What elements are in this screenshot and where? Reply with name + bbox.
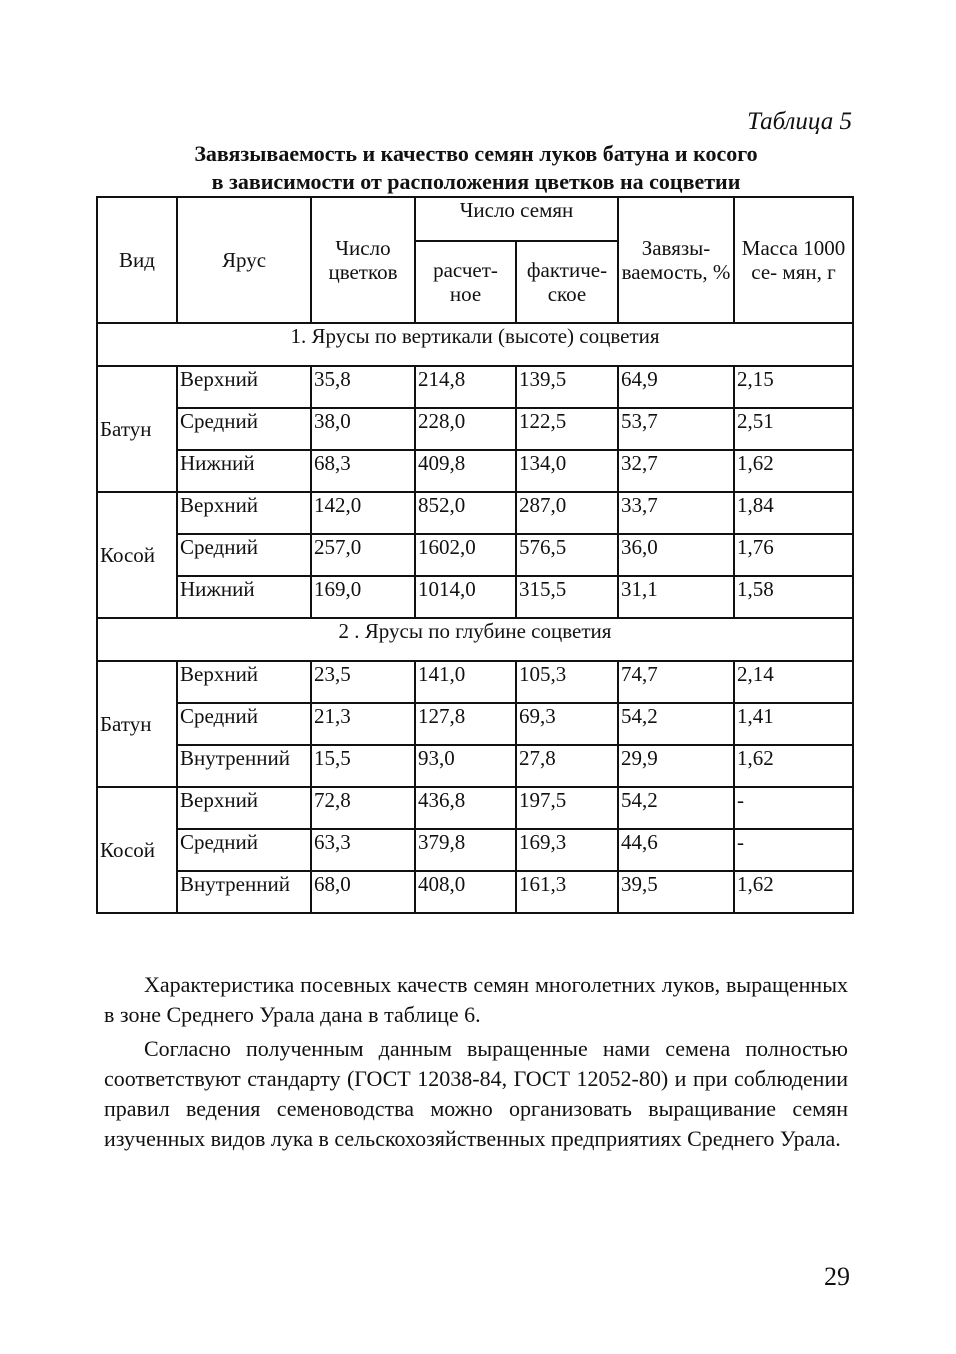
value-cell: 36,0: [618, 534, 734, 576]
table-title-line-2: в зависимости от расположения цветков на соцветии: [211, 169, 741, 194]
value-cell: 142,0: [311, 492, 415, 534]
table-title-line-1: Завязываемость и качество семян луков батуна и косого: [194, 141, 758, 166]
table-caption: Таблица 5: [747, 108, 852, 135]
tier-cell: Нижний: [177, 576, 311, 618]
value-cell: 72,8: [311, 787, 415, 829]
value-cell: 1,62: [734, 871, 853, 913]
table-row: [97, 534, 853, 576]
value-cell: 27,8: [516, 745, 618, 787]
species-cell: Косой: [97, 492, 177, 618]
value-cell: 408,0: [415, 871, 516, 913]
value-cell: 1,62: [734, 745, 853, 787]
header-raschetnoe: расчет- ное: [415, 241, 516, 323]
value-cell: 21,3: [311, 703, 415, 745]
value-cell: 33,7: [618, 492, 734, 534]
value-cell: 23,5: [311, 661, 415, 703]
value-cell: 2,51: [734, 408, 853, 450]
value-cell: 169,0: [311, 576, 415, 618]
value-cell: 68,3: [311, 450, 415, 492]
value-cell: 1,58: [734, 576, 853, 618]
tier-cell: Внутренний: [177, 871, 311, 913]
value-cell: 315,5: [516, 576, 618, 618]
value-cell: 257,0: [311, 534, 415, 576]
section-title: 1. Ярусы по вертикали (высоте) соцветия: [97, 323, 853, 366]
header-yarus: Ярус: [177, 197, 311, 323]
value-cell: 54,2: [618, 703, 734, 745]
table-row: [97, 829, 853, 871]
table-row: [97, 408, 853, 450]
page-number: 29: [824, 1262, 850, 1291]
value-cell: 161,3: [516, 871, 618, 913]
value-cell: -: [734, 787, 853, 829]
value-cell: -: [734, 829, 853, 871]
value-cell: 409,8: [415, 450, 516, 492]
tier-cell: Внутренний: [177, 745, 311, 787]
value-cell: 32,7: [618, 450, 734, 492]
table-row: [97, 871, 853, 913]
value-cell: 436,8: [415, 787, 516, 829]
table-row: [97, 661, 853, 703]
header-chislo-cvetkov: Число цветков: [311, 197, 415, 323]
value-cell: 64,9: [618, 366, 734, 408]
tier-cell: Верхний: [177, 787, 311, 829]
value-cell: 214,8: [415, 366, 516, 408]
value-cell: 141,0: [415, 661, 516, 703]
value-cell: 1602,0: [415, 534, 516, 576]
species-cell: Батун: [97, 661, 177, 787]
value-cell: 54,2: [618, 787, 734, 829]
value-cell: 287,0: [516, 492, 618, 534]
seed-quality-table: [96, 196, 854, 914]
header-vid: Вид: [97, 197, 177, 323]
table-row: [97, 450, 853, 492]
tier-cell: Средний: [177, 829, 311, 871]
tier-cell: Нижний: [177, 450, 311, 492]
paragraph-2: Согласно полученным данным выращенные нами семена полностью соответствуют стандарту (ГОСТ 12038-84, ГОСТ 12052-80) и при соблюдении правил ведения семеноводства можно организовать выращивание семян изученных видов лука в сельскохозяйственных предприятиях Среднего Урала.: [104, 1036, 848, 1151]
tier-cell: Средний: [177, 534, 311, 576]
section-row: [97, 618, 853, 661]
table-row: [97, 576, 853, 618]
value-cell: 63,3: [311, 829, 415, 871]
value-cell: 44,6: [618, 829, 734, 871]
table-body: [97, 323, 853, 913]
value-cell: 1014,0: [415, 576, 516, 618]
value-cell: 35,8: [311, 366, 415, 408]
section-title: 2 . Ярусы по глубине соцветия: [97, 618, 853, 661]
value-cell: 127,8: [415, 703, 516, 745]
value-cell: 53,7: [618, 408, 734, 450]
value-cell: 1,76: [734, 534, 853, 576]
value-cell: 93,0: [415, 745, 516, 787]
paragraph-1: Характеристика посевных качеств семян многолетних луков, выращенных в зоне Среднего Урала дана в таблице 6.: [104, 972, 848, 1027]
species-cell: Косой: [97, 787, 177, 913]
value-cell: 134,0: [516, 450, 618, 492]
tier-cell: Верхний: [177, 492, 311, 534]
value-cell: 29,9: [618, 745, 734, 787]
value-cell: 1,41: [734, 703, 853, 745]
value-cell: 852,0: [415, 492, 516, 534]
value-cell: 576,5: [516, 534, 618, 576]
table-row: [97, 787, 853, 829]
header-massa: Масса 1000 се- мян, г: [734, 197, 853, 323]
header-zavyazyvaemost: Завязы- ваемость, %: [618, 197, 734, 323]
value-cell: 122,5: [516, 408, 618, 450]
tier-cell: Средний: [177, 703, 311, 745]
value-cell: 69,3: [516, 703, 618, 745]
value-cell: 139,5: [516, 366, 618, 408]
value-cell: 379,8: [415, 829, 516, 871]
value-cell: 2,15: [734, 366, 853, 408]
value-cell: 68,0: [311, 871, 415, 913]
value-cell: 228,0: [415, 408, 516, 450]
value-cell: 105,3: [516, 661, 618, 703]
table-row: [97, 745, 853, 787]
table-row: [97, 703, 853, 745]
value-cell: 1,84: [734, 492, 853, 534]
value-cell: 38,0: [311, 408, 415, 450]
table-row: [97, 366, 853, 408]
tier-cell: Средний: [177, 408, 311, 450]
section-row: [97, 323, 853, 366]
value-cell: 74,7: [618, 661, 734, 703]
tier-cell: Верхний: [177, 661, 311, 703]
species-cell: Батун: [97, 366, 177, 492]
value-cell: 197,5: [516, 787, 618, 829]
value-cell: 1,62: [734, 450, 853, 492]
value-cell: 169,3: [516, 829, 618, 871]
header-fakticheskoe: фактиче- ское: [516, 241, 618, 323]
value-cell: 39,5: [618, 871, 734, 913]
value-cell: 15,5: [311, 745, 415, 787]
value-cell: 2,14: [734, 661, 853, 703]
value-cell: 31,1: [618, 576, 734, 618]
header-chislo-semyan: Число семян: [415, 197, 618, 241]
table-row: [97, 492, 853, 534]
tier-cell: Верхний: [177, 366, 311, 408]
